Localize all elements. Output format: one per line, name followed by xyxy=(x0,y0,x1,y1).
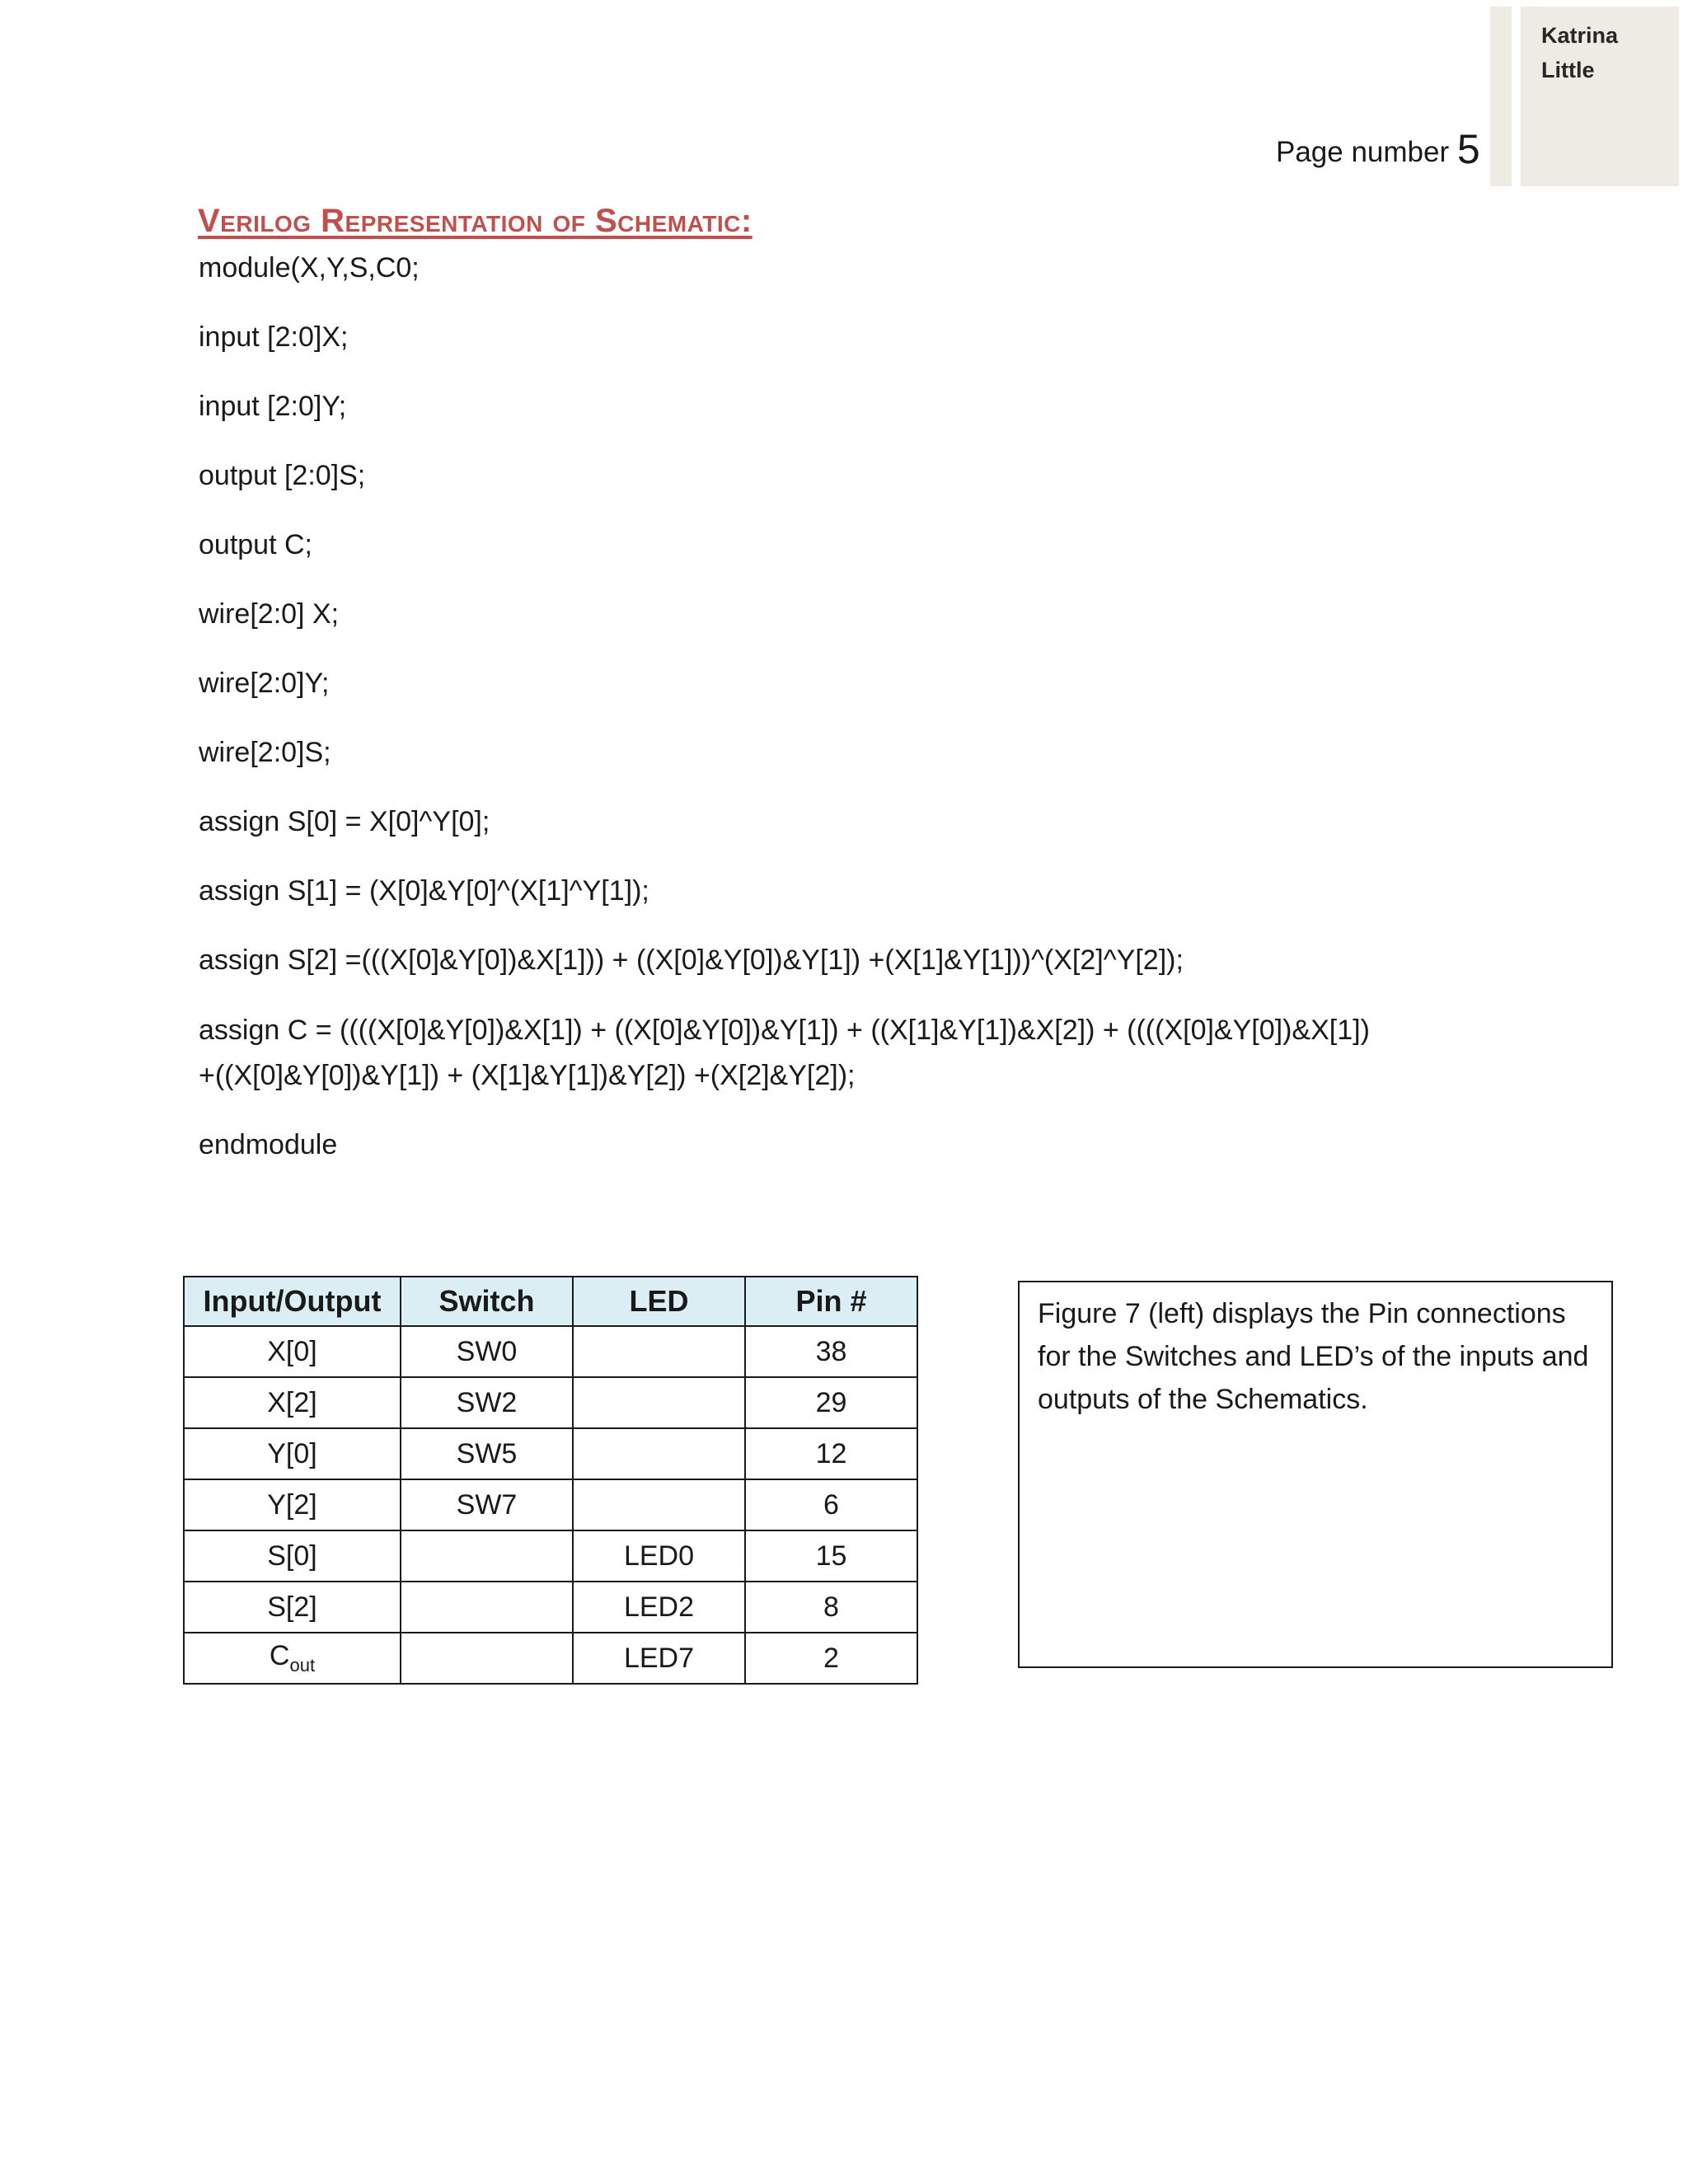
cell-switch xyxy=(401,1530,573,1582)
table-row xyxy=(184,1582,917,1633)
figure-caption: Figure 7 (left) displays the Pin connections for the Switches and LED’s of the inputs and outputs of the Schematics. xyxy=(1038,1298,1589,1415)
code-line: module(X,Y,S,C0; xyxy=(199,252,420,284)
cell-io xyxy=(184,1633,401,1684)
cell-io-main: C xyxy=(269,1640,290,1672)
cell-pin: 8 xyxy=(745,1582,917,1633)
header-side-tab xyxy=(1490,7,1512,186)
cell-pin: 12 xyxy=(745,1428,917,1479)
code-line: assign S[2] =(((X[0]&Y[0])&X[1])) + ((X[0]&Y[0])&Y[1]) +(X[1]&Y[1]))^(X[2]^Y[2]); xyxy=(199,944,1184,976)
cell-io: Y[2] xyxy=(184,1479,401,1530)
code-line: output C; xyxy=(199,529,312,560)
cell-led xyxy=(573,1479,745,1530)
code-line: output [2:0]S; xyxy=(199,460,366,491)
table-row xyxy=(184,1633,917,1684)
cell-led xyxy=(573,1428,745,1479)
code-line: assign S[0] = X[0]^Y[0]; xyxy=(199,806,490,837)
header-pin: Pin # xyxy=(745,1277,917,1326)
code-line: endmodule xyxy=(199,1129,338,1160)
code-line: input [2:0]Y; xyxy=(199,391,347,422)
cell-switch xyxy=(401,1582,573,1633)
header-input-output: Input/Output xyxy=(184,1277,401,1326)
code-line: assign C = ((((X[0]&Y[0])&X[1]) + ((X[0]&Y[0])&Y[1]) + ((X[1]&Y[1])&X[2]) + ((((X[0]&Y[0])&X[1]) xyxy=(199,1015,1370,1046)
cell-led: LED2 xyxy=(573,1582,745,1633)
cell-io: X[2] xyxy=(184,1377,401,1428)
cell-switch: SW7 xyxy=(401,1479,573,1530)
cell-pin: 15 xyxy=(745,1530,917,1582)
header-switch: Switch xyxy=(401,1277,573,1326)
table-row xyxy=(184,1428,917,1479)
cell-switch: SW0 xyxy=(401,1326,573,1377)
cell-io: Y[0] xyxy=(184,1428,401,1479)
cell-pin: 2 xyxy=(745,1633,917,1684)
code-line: input [2:0]X; xyxy=(199,321,349,353)
cell-pin: 38 xyxy=(745,1326,917,1377)
code-line: wire[2:0]S; xyxy=(199,737,331,768)
code-line: wire[2:0]Y; xyxy=(199,668,330,699)
cell-io-subscript: out xyxy=(289,1654,316,1675)
cell-io: S[0] xyxy=(184,1530,401,1582)
code-line: +((X[0]&Y[0])&Y[1]) + (X[1]&Y[1])&Y[2]) +(X[2]&Y[2]); xyxy=(199,1060,856,1091)
table-row xyxy=(184,1377,917,1428)
cell-led xyxy=(573,1377,745,1428)
cell-io: X[0] xyxy=(184,1326,401,1377)
page-number-label: Page number xyxy=(1276,136,1450,168)
page-number xyxy=(1276,125,1480,173)
cell-io: S[2] xyxy=(184,1582,401,1633)
table-row xyxy=(184,1326,917,1377)
page-number-value: 5 xyxy=(1456,126,1480,172)
cell-switch: SW2 xyxy=(401,1377,573,1428)
cell-pin: 6 xyxy=(745,1479,917,1530)
header-led: LED xyxy=(573,1277,745,1326)
section-heading: Verilog Representation of Schematic: xyxy=(198,203,753,239)
cell-led: LED7 xyxy=(573,1633,745,1684)
pin-connection-table xyxy=(183,1276,918,1685)
cell-pin: 29 xyxy=(745,1377,917,1428)
code-line: wire[2:0] X; xyxy=(199,598,340,630)
cell-switch: SW5 xyxy=(401,1428,573,1479)
figure-caption-box xyxy=(1018,1281,1613,1668)
cell-switch xyxy=(401,1633,573,1684)
cell-led: LED0 xyxy=(573,1530,745,1582)
table-header-row xyxy=(184,1277,917,1326)
author-name: Katrina Little xyxy=(1541,23,1619,82)
table-row xyxy=(184,1479,917,1530)
cell-led xyxy=(573,1326,745,1377)
table-row xyxy=(184,1530,917,1582)
code-line: assign S[1] = (X[0]&Y[0]^(X[1]^Y[1]); xyxy=(199,875,649,907)
